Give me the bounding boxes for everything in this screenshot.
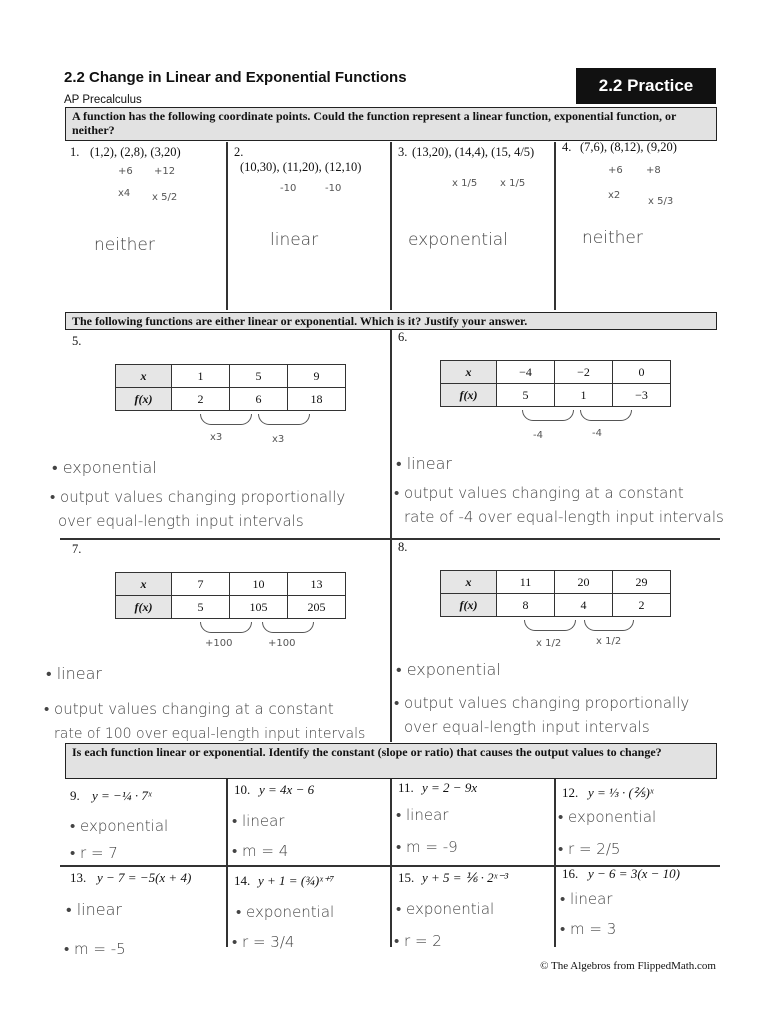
points: (10,30), (11,20), (12,10) <box>240 160 362 174</box>
equation: y − 7 = −5(x + 4) <box>97 870 192 885</box>
justification-line: over equal-length input intervals <box>404 718 650 736</box>
justification-line: • output values changing proportionally <box>394 694 690 712</box>
justification-line: over equal-length input intervals <box>58 512 304 530</box>
constant: • m = -5 <box>64 940 126 958</box>
justification-line: • output values changing at a constant <box>394 484 684 502</box>
justification-line: rate of 100 over equal-length input intervals <box>54 726 366 742</box>
answer: exponential <box>408 230 508 250</box>
constant: • r = 3/4 <box>232 933 295 951</box>
section2-instruction: The following functions are either linear or exponential. Which is it? Justify your answer. <box>65 312 717 330</box>
function-type: • linear <box>66 900 122 919</box>
course-label: AP Precalculus <box>64 94 142 106</box>
equation: y = 4x − 6 <box>259 782 315 797</box>
answer: neither <box>94 235 155 255</box>
justification-line: rate of -4 over equal-length input intervals <box>404 508 724 526</box>
points: (7,6), (8,12), (9,20) <box>580 140 677 154</box>
value-table: x −4 −2 0 f(x) 5 1 −3 <box>440 360 671 407</box>
equation: y − 6 = 3(x − 10) <box>588 866 681 881</box>
constant: • r = 2 <box>394 932 442 950</box>
equation: y + 1 = (¾)ˣ⁺⁷ <box>258 873 335 888</box>
constant: • m = 4 <box>232 842 289 860</box>
function-type: • exponential <box>558 808 657 826</box>
practice-badge: 2.2 Practice <box>576 68 716 104</box>
function-type: • linear <box>232 812 285 830</box>
points: (13,20), (14,4), (15, 4/5) <box>412 145 535 159</box>
constant: • r = 7 <box>70 844 118 862</box>
equation: y + 5 = ⅙ · 2ˣ⁻³ <box>422 870 509 885</box>
equation: y = −¼ · 7ˣ <box>92 788 152 803</box>
constant: • r = 2/5 <box>558 840 621 858</box>
function-type: • linear <box>560 890 613 908</box>
value-table: x 11 20 29 f(x) 8 4 2 <box>440 570 671 617</box>
answer: • exponential <box>52 458 157 477</box>
constant: • m = 3 <box>560 920 617 938</box>
section1-instruction: A function has the following coordinate points. Could the function represent a linear function, exponential function, or neither? <box>65 107 717 141</box>
answer: • linear <box>46 664 102 683</box>
function-type: • exponential <box>70 817 169 835</box>
justification-line: • output values changing at a constant <box>44 700 334 718</box>
answer: linear <box>270 230 319 250</box>
function-type: • linear <box>396 806 449 824</box>
answer: • exponential <box>396 660 501 679</box>
answer: • linear <box>396 454 452 473</box>
function-type: • exponential <box>236 903 335 921</box>
answer: neither <box>582 228 643 248</box>
value-table: x 1 5 9 f(x) 2 6 18 <box>115 364 346 411</box>
equation: y = ⅓ · (⅖)ˣ <box>588 785 654 800</box>
equation: y = 2 − 9x <box>422 780 478 795</box>
page-title: 2.2 Change in Linear and Exponential Functions <box>64 69 407 86</box>
copyright: © The Algebros from FlippedMath.com <box>540 960 716 972</box>
function-type: • exponential <box>396 900 495 918</box>
points: (1,2), (2,8), (3,20) <box>90 145 181 159</box>
section3-instruction: Is each function linear or exponential. Identify the constant (slope or ratio) that causes the output values to change? <box>65 743 717 779</box>
justification-line: • output values changing proportionally <box>50 488 346 506</box>
value-table: x 7 10 13 f(x) 5 105 205 <box>115 572 346 619</box>
constant: • m = -9 <box>396 838 458 856</box>
